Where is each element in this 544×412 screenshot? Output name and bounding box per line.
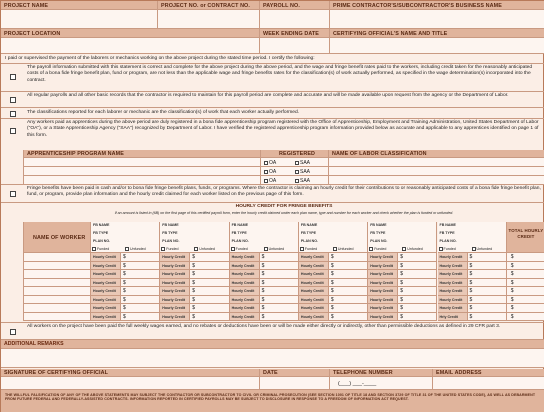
hourly-credit-field[interactable]: $ xyxy=(468,253,507,262)
statement-2-checkbox[interactable] xyxy=(10,97,16,103)
fringe-plan-column: FB NAME FB TYPE PLAN NO. Funded Unfunded xyxy=(368,222,437,253)
hourly-credit-field[interactable]: $ xyxy=(329,313,368,322)
hourly-credit-field[interactable]: $ xyxy=(190,296,229,305)
legal-footer-text: THE WILLFUL FALSIFICATION OF ANY OF THE ABOVE STATEMENTS MAY SUBJECT THE CONTRACTOR OR SUBCONTRACTOR TO CIVIL OR CRIMINAL PROSECUTION (SEE SECTION 1001 OF TITLE 18 AND SECTION 3729 OF TITLE 31 OF THE UNITED STATES CODE), AS WELL AS DEBARMENT FROM FUTURE FEDERAL AND FEDERALLY-ASSISTED CONTRACTS. INFORMATION REPORTED IN CERTIFIED PAYROLLS MAY BE SUBJECT TO DISCLOSURE IN RESPONSE TO A FREEDOM OF INFORMATION ACT REQUEST. xyxy=(5,393,536,402)
hourly-credit-label: Hourly Credit xyxy=(299,279,329,288)
hourly-credit-label: Hourly Credit xyxy=(230,253,260,262)
statement-5-checkbox[interactable] xyxy=(10,191,16,197)
fringe-note: If an amount is listed in (6B) on the first page of this certified payroll form, enter the hourly credit claimed under each plan name, type and number for each worker and check whether the plan is funded or unfunded. xyxy=(114,211,454,215)
funded-option[interactable]: Funded xyxy=(161,247,178,251)
email-field[interactable] xyxy=(433,377,544,390)
hourly-credit-field[interactable]: $ xyxy=(398,253,437,262)
total-hourly-credit-field[interactable]: $ xyxy=(507,287,544,296)
hourly-credit-label: Hourly Credit xyxy=(160,304,190,313)
hourly-credit-label: Hourly Credit xyxy=(160,313,190,322)
hourly-credit-field[interactable]: $ xyxy=(190,313,229,322)
total-hourly-credit-header: TOTAL HOURLY CREDIT xyxy=(507,222,544,253)
hourly-credit-label: Hourly Credit xyxy=(160,279,190,288)
hourly-credit-label: Hourly Credit xyxy=(438,270,468,279)
hourly-credit-field[interactable]: $ xyxy=(398,262,437,271)
registered-header: REGISTERED xyxy=(261,150,329,158)
hourly-credit-field[interactable]: $ xyxy=(260,253,299,262)
hourly-credit-label: Hourly Credit xyxy=(230,296,260,305)
hourly-credit-label: Hourly Credit xyxy=(230,304,260,313)
telephone-mask: (___) ___-____ xyxy=(338,381,377,387)
apprenticeship-program-field[interactable] xyxy=(23,176,261,185)
project-location-field[interactable] xyxy=(1,38,260,54)
statement-2-text: All regular payrolls and all other basic records that the contractor is required to maintain for this payroll period are complete and accurate and will be made available upon request from the agency or the Department of Labor. xyxy=(27,93,509,98)
hourly-credit-field[interactable]: $ xyxy=(329,262,368,271)
hourly-credit-label: Hourly Credit xyxy=(368,296,398,305)
hourly-credit-field[interactable]: $ xyxy=(468,270,507,279)
hourly-credit-label: Hourly Credit xyxy=(368,262,398,271)
labor-classification-header: NAME OF LABOR CLASSIFICATION xyxy=(329,150,544,158)
hourly-credit-label: Hourly Credit xyxy=(299,304,329,313)
hourly-credit-label: Hourly Credit xyxy=(299,270,329,279)
statement-1-checkbox[interactable] xyxy=(10,74,16,80)
statement-4-text: Any workers paid as apprentices during the above period are duly registered in a bona fide apprenticeship program registered with the Office of Apprenticeship, Employment and Training Administration, United States Department of Labor ("OA"), or a State Apprenticeship Agency ("SAA") recognized by Department of Labor. I have verified the registered apprenticeship program information provided below as accurate and applicable to any apprentices identified on page 1 of this form. xyxy=(27,120,539,138)
oa-option[interactable]: OA xyxy=(264,178,276,184)
hourly-credit-field[interactable]: $ xyxy=(190,270,229,279)
hourly-credit-field[interactable]: $ xyxy=(329,253,368,262)
hourly-credit-label: Hourly Credit xyxy=(91,296,121,305)
hourly-credit-field[interactable]: $ xyxy=(468,296,507,305)
hourly-credit-field[interactable]: $ xyxy=(398,270,437,279)
hourly-credit-field[interactable]: $ xyxy=(260,313,299,322)
hourly-credit-label: Hourly Credit xyxy=(438,253,468,262)
registered-cell xyxy=(261,167,329,176)
unfunded-option[interactable]: Unfunded xyxy=(333,247,354,251)
certifying-official-field[interactable] xyxy=(330,38,544,54)
apprenticeship-program-field[interactable] xyxy=(23,158,261,167)
date-field[interactable] xyxy=(260,377,330,390)
total-hourly-credit-field[interactable]: $ xyxy=(507,253,544,262)
name-of-worker-header: NAME OF WORKER xyxy=(23,222,91,253)
week-ending-header: WEEK ENDING DATE xyxy=(260,29,330,38)
statement-6-text: All workers on the project have been paid the full weekly wages earned, and no rebates or deductions have been or will be made either directly or indirectly, other than permissible deductions as defined in 29 CFR part 3. xyxy=(27,324,501,329)
fringe-plan-column: FB NAME FB TYPE PLAN NO. Funded Unfunded xyxy=(160,222,229,253)
apprenticeship-program-field[interactable] xyxy=(23,167,261,176)
hourly-credit-label: Hourly Credit xyxy=(91,270,121,279)
saa-option[interactable]: SAA xyxy=(295,160,310,166)
hourly-credit-field[interactable]: $ xyxy=(468,279,507,288)
payroll-no-field[interactable] xyxy=(260,10,330,29)
statement-6-checkbox[interactable] xyxy=(10,329,16,335)
fringe-plan-column: FB NAME FB TYPE PLAN NO. Funded Unfunded xyxy=(438,222,507,253)
project-location-header: PROJECT LOCATION xyxy=(1,29,260,38)
oa-option[interactable]: OA xyxy=(264,169,276,175)
total-hourly-credit-field[interactable]: $ xyxy=(507,279,544,288)
hourly-credit-field[interactable]: $ xyxy=(121,253,160,262)
statement-2-row xyxy=(1,92,544,108)
hourly-credit-field[interactable]: $ xyxy=(260,296,299,305)
legal-footer xyxy=(1,390,544,412)
hourly-credit-label: Hourly Credit xyxy=(230,279,260,288)
hourly-credit-field[interactable]: $ xyxy=(329,287,368,296)
additional-remarks-field[interactable] xyxy=(1,349,544,368)
hourly-credit-field[interactable]: $ xyxy=(190,279,229,288)
telephone-header: TELEPHONE NUMBER xyxy=(330,369,433,377)
fringe-title: HOURLY CREDIT FOR FRINGE BENEFITS xyxy=(235,204,333,209)
labor-classification-field[interactable] xyxy=(329,167,544,176)
hourly-credit-field[interactable]: $ xyxy=(121,287,160,296)
project-no-header: PROJECT NO. or CONTRACT NO. xyxy=(158,1,260,10)
statement-3-checkbox[interactable] xyxy=(10,111,16,117)
hourly-credit-label: Hourly Credit xyxy=(438,287,468,296)
project-no-field[interactable] xyxy=(158,10,260,29)
funded-option[interactable]: Funded xyxy=(439,247,456,251)
hourly-credit-label: Hourly Credit xyxy=(230,262,260,271)
hourly-credit-label: Hourly Credit xyxy=(438,304,468,313)
worker-name-field[interactable] xyxy=(23,253,91,262)
hourly-credit-field[interactable]: $ xyxy=(121,304,160,313)
hourly-credit-label: Hourly Credit xyxy=(160,253,190,262)
hourly-credit-label: Hourly Credit xyxy=(91,253,121,262)
statement-5-row xyxy=(1,185,544,203)
hourly-credit-label: Hourly Credit xyxy=(368,270,398,279)
hourly-credit-field[interactable]: $ xyxy=(121,270,160,279)
hourly-credit-field[interactable]: $ xyxy=(121,262,160,271)
labor-classification-field[interactable] xyxy=(329,158,544,167)
statement-1-text: The payroll information submitted with this statement is correct and complete for the above project during the above period, and the wage and fringe benefit rates paid to the workers, including credit taken for the reasonably anticipated costs of a bona fide fringe benefit plan, fund or program, are not less than the applicable wage and fringe benefits rates for the classification(s) of work actually performed, as specified in the wage determination(s) incorporated into the contract. xyxy=(27,65,533,83)
prime-contractor-field[interactable] xyxy=(330,10,544,29)
worker-name-field[interactable] xyxy=(23,287,91,296)
hourly-credit-label: Hourly Credit xyxy=(91,262,121,271)
signature-header: SIGNATURE OF CERTIFYING OFFICIAL xyxy=(1,369,260,377)
hourly-credit-label: Hourly Credit xyxy=(91,313,121,322)
additional-remarks-header: ADDITIONAL REMARKS xyxy=(1,340,544,349)
hourly-credit-field[interactable]: $ xyxy=(329,279,368,288)
hourly-credit-label: Hourly Credit xyxy=(438,279,468,288)
statement-4-checkbox[interactable] xyxy=(10,128,16,134)
registered-cell xyxy=(261,158,329,167)
hourly-credit-field[interactable]: $ xyxy=(398,313,437,322)
saa-option[interactable]: SAA xyxy=(295,169,310,175)
hourly-credit-label: Hourly Credit xyxy=(368,287,398,296)
hourly-credit-label: Hourly Credit xyxy=(160,287,190,296)
week-ending-field[interactable] xyxy=(260,38,330,54)
hourly-credit-label: Hourly Credit xyxy=(299,296,329,305)
worker-name-field[interactable] xyxy=(23,296,91,305)
total-hourly-credit-field[interactable]: $ xyxy=(507,296,544,305)
funded-option[interactable]: Funded xyxy=(369,247,386,251)
hourly-credit-label: Hourly Credit xyxy=(160,270,190,279)
hourly-credit-field[interactable]: $ xyxy=(260,262,299,271)
hourly-credit-label: Hourly Credit xyxy=(368,304,398,313)
email-header: EMAIL ADDRESS xyxy=(433,369,544,377)
worker-name-field[interactable] xyxy=(23,304,91,313)
labor-classification-field[interactable] xyxy=(329,176,544,185)
project-name-header: PROJECT NAME xyxy=(1,1,158,10)
oa-option[interactable]: OA xyxy=(264,160,276,166)
saa-option[interactable]: SAA xyxy=(295,178,310,184)
funded-option[interactable]: Funded xyxy=(300,247,317,251)
hourly-credit-field[interactable]: $ xyxy=(190,304,229,313)
hourly-credit-label: Hourly Credit xyxy=(299,287,329,296)
hourly-credit-field[interactable]: $ xyxy=(398,304,437,313)
hourly-credit-field[interactable]: $ xyxy=(329,304,368,313)
total-hourly-credit-field[interactable]: $ xyxy=(507,313,544,322)
hourly-credit-field[interactable]: $ xyxy=(398,279,437,288)
fringe-plan-column: FB NAME FB TYPE PLAN NO. Funded Unfunded xyxy=(230,222,299,253)
total-hourly-credit-field[interactable]: $ xyxy=(507,262,544,271)
payroll-no-header: PAYROLL NO. xyxy=(260,1,330,10)
hourly-credit-label: Hourly Credit xyxy=(230,270,260,279)
hourly-credit-field[interactable]: $ xyxy=(121,279,160,288)
registered-cell xyxy=(261,176,329,185)
unfunded-option[interactable]: Unfunded xyxy=(264,247,285,251)
statement-1-row xyxy=(1,64,544,92)
worker-name-field[interactable] xyxy=(23,262,91,271)
hourly-credit-field[interactable]: $ xyxy=(190,253,229,262)
statement-3-text: The classifications reported for each laborer or mechanic are the classification(s) of work that each worker actually performed. xyxy=(27,110,300,115)
hourly-credit-field[interactable]: $ xyxy=(190,262,229,271)
hourly-credit-field[interactable]: $ xyxy=(398,287,437,296)
hourly-credit-label: Hourly Credit xyxy=(299,262,329,271)
hourly-credit-field[interactable]: $ xyxy=(121,313,160,322)
unfunded-option[interactable]: Unfunded xyxy=(125,247,146,251)
statement-3-row xyxy=(1,108,544,119)
unfunded-option[interactable]: Unfunded xyxy=(402,247,423,251)
fringe-plan-column: FB NAME FB TYPE PLAN NO. Funded Unfunded xyxy=(91,222,160,253)
hourly-credit-label: Hourly Credit xyxy=(91,304,121,313)
unfunded-option[interactable]: Unfunded xyxy=(194,247,215,251)
hourly-credit-label: Hourly Credit xyxy=(299,253,329,262)
signature-field[interactable] xyxy=(1,377,260,390)
statement-6-row xyxy=(1,322,544,340)
hourly-credit-label: Hourly Credit xyxy=(438,262,468,271)
total-hourly-credit-field[interactable]: $ xyxy=(507,304,544,313)
worker-name-field[interactable] xyxy=(23,270,91,279)
project-name-field[interactable] xyxy=(1,10,158,29)
worker-name-field[interactable] xyxy=(23,279,91,288)
statement-5-text: Fringe benefits have been paid in cash and/or to bona fide fringe benefit plans, funds, or programs. Where the contractor is claiming an hourly credit for their contributions to or reasonably anticipated costs of a bona fide fringe benefit plan, fund, or program, provide plan information and the hourly credit claimed for each worker listed on the previous page of this form. xyxy=(27,186,541,198)
hourly-credit-field[interactable]: $ xyxy=(121,296,160,305)
hourly-credit-field[interactable]: $ xyxy=(468,313,507,322)
hourly-credit-label: Hourly Credit xyxy=(230,313,260,322)
hourly-credit-label: Hourly Credit xyxy=(438,296,468,305)
hourly-credit-label: Hourly Credit xyxy=(368,253,398,262)
hourly-credit-field[interactable]: $ xyxy=(329,270,368,279)
worker-name-field[interactable] xyxy=(23,313,91,322)
hourly-credit-field[interactable]: $ xyxy=(260,287,299,296)
hourly-credit-label: Hourly Credit xyxy=(368,313,398,322)
hourly-credit-label: Hourly Credit xyxy=(160,296,190,305)
certifying-official-header: CERTIFYING OFFICIAL'S NAME AND TITLE xyxy=(330,29,544,38)
hourly-credit-field[interactable]: $ xyxy=(329,296,368,305)
hourly-credit-label: Hourly Credit xyxy=(299,313,329,322)
funded-option[interactable]: Funded xyxy=(231,247,248,251)
hourly-credit-field[interactable]: $ xyxy=(398,296,437,305)
hourly-credit-field[interactable]: $ xyxy=(260,270,299,279)
hourly-credit-label: Hrly Credit xyxy=(438,313,468,322)
date-header: DATE xyxy=(260,369,330,377)
hourly-credit-label: Hourly Credit xyxy=(368,279,398,288)
intro-row xyxy=(1,54,544,64)
hourly-credit-field[interactable]: $ xyxy=(260,304,299,313)
intro-text: I paid or supervised the payment of the laborers or mechanics working on the above project during the stated time period. I certify the following: xyxy=(5,56,315,61)
prime-contractor-header: PRIME CONTRACTOR'S/SUBCONTRACTOR'S BUSINESS NAME xyxy=(330,1,544,10)
hourly-credit-label: Hourly Credit xyxy=(160,262,190,271)
hourly-credit-field[interactable]: $ xyxy=(260,279,299,288)
apprenticeship-program-header: APPRENTICESHIP PROGRAM NAME xyxy=(23,150,261,158)
hourly-credit-label: Hourly Credit xyxy=(91,287,121,296)
hourly-credit-field[interactable]: $ xyxy=(468,262,507,271)
telephone-field[interactable] xyxy=(330,377,433,390)
total-hourly-credit-field[interactable]: $ xyxy=(507,270,544,279)
hourly-credit-field[interactable]: $ xyxy=(468,304,507,313)
fringe-plan-column: FB NAME FB TYPE PLAN NO. Funded Unfunded xyxy=(299,222,368,253)
hourly-credit-label: Hourly Credit xyxy=(230,287,260,296)
unfunded-option[interactable]: Unfunded xyxy=(472,247,493,251)
hourly-credit-label: Hourly Credit xyxy=(91,279,121,288)
hourly-credit-field[interactable]: $ xyxy=(190,287,229,296)
funded-option[interactable]: Funded xyxy=(92,247,109,251)
hourly-credit-field[interactable]: $ xyxy=(468,287,507,296)
